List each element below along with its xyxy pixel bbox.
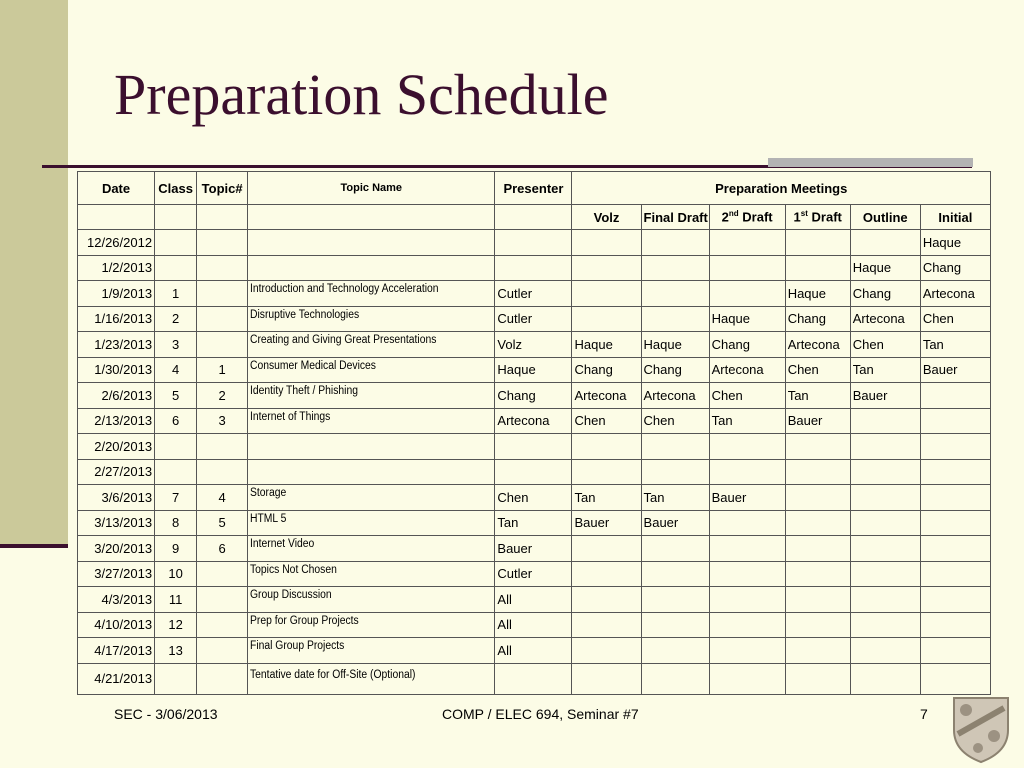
cell-presenter: Volz [495,332,572,358]
cell-first-draft [785,561,850,587]
cell-topic-name: Storage [248,485,495,511]
cell-second-draft [709,638,785,664]
cell-outline [850,434,920,460]
cell-volz [572,612,641,638]
cell-date: 3/27/2013 [78,561,155,587]
cell-outline [850,612,920,638]
cell-volz [572,230,641,256]
cell-presenter [495,230,572,256]
cell-presenter [495,459,572,485]
cell-initial [920,587,990,613]
cell-volz: Artecona [572,383,641,409]
cell-presenter [495,663,572,694]
cell-date: 2/20/2013 [78,434,155,460]
cell-volz: Chang [572,357,641,383]
cell-initial [920,612,990,638]
cell-initial [920,383,990,409]
header-preparation-meetings: Preparation Meetings [572,172,991,205]
cell-presenter: Tan [495,510,572,536]
cell-class: 8 [155,510,197,536]
cell-first-draft: Tan [785,383,850,409]
cell-presenter: Cutler [495,281,572,307]
cell-final-draft [641,459,709,485]
cell-second-draft [709,255,785,281]
cell-class: 12 [155,612,197,638]
cell-first-draft [785,612,850,638]
table-row [78,612,991,638]
cell-final-draft [641,536,709,562]
cell-presenter: Chang [495,383,572,409]
subheader-volz: Volz [572,205,641,230]
cell-volz: Chen [572,408,641,434]
cell-outline [850,510,920,536]
cell-outline: Chen [850,332,920,358]
cell-topic-name: Final Group Projects [248,638,495,664]
cell-final-draft [641,612,709,638]
table-row [78,663,991,694]
cell-second-draft [709,510,785,536]
cell-outline [850,663,920,694]
table-row [78,408,991,434]
subheader-outline: Outline [850,205,920,230]
cell-second-draft: Chen [709,383,785,409]
cell-final-draft [641,638,709,664]
cell-class [155,459,197,485]
cell-date: 1/30/2013 [78,357,155,383]
table-row [78,459,991,485]
cell-date: 4/17/2013 [78,638,155,664]
cell-volz [572,255,641,281]
cell-class [155,255,197,281]
cell-first-draft [785,459,850,485]
table-row [78,536,991,562]
cell-topic-number [197,638,248,664]
cell-topic-name: Creating and Giving Great Presentations [248,332,495,358]
cell-topic-number [197,434,248,460]
cell-date: 1/2/2013 [78,255,155,281]
cell-volz: Tan [572,485,641,511]
cell-outline: Bauer [850,383,920,409]
table-row [78,638,991,664]
cell-first-draft [785,638,850,664]
cell-initial: Artecona [920,281,990,307]
cell-first-draft [785,536,850,562]
cell-second-draft: Tan [709,408,785,434]
cell-topic-name: Group Discussion [248,587,495,613]
cell-topic-number [197,612,248,638]
cell-topic-name [248,255,495,281]
cell-first-draft: Haque [785,281,850,307]
cell-presenter: Bauer [495,536,572,562]
cell-initial: Tan [920,332,990,358]
cell-second-draft [709,561,785,587]
cell-initial [920,663,990,694]
cell-topic-number: 3 [197,408,248,434]
table-subheader-row [78,205,991,230]
cell-topic-name [248,434,495,460]
cell-first-draft: Bauer [785,408,850,434]
cell-final-draft [641,306,709,332]
table-row [78,255,991,281]
cell-volz [572,306,641,332]
cell-outline [850,408,920,434]
cell-outline [850,230,920,256]
cell-presenter: All [495,587,572,613]
cell-date: 2/13/2013 [78,408,155,434]
left-decor-band [0,0,68,546]
cell-final-draft: Bauer [641,510,709,536]
page-number: 7 [920,706,928,722]
cell-presenter: Artecona [495,408,572,434]
cell-topic-name [248,459,495,485]
cell-second-draft: Artecona [709,357,785,383]
cell-second-draft: Haque [709,306,785,332]
cell-presenter [495,434,572,460]
cell-class: 10 [155,561,197,587]
cell-class: 5 [155,383,197,409]
cell-topic-name: Internet Video [248,536,495,562]
cell-initial [920,536,990,562]
cell-topic-number [197,255,248,281]
cell-volz: Haque [572,332,641,358]
cell-topic-name: HTML 5 [248,510,495,536]
subheader-final-draft: Final Draft [641,205,709,230]
table-row [78,434,991,460]
cell-topic-number: 5 [197,510,248,536]
cell-outline [850,459,920,485]
cell-volz [572,663,641,694]
schedule-table [77,171,991,695]
cell-class [155,663,197,694]
cell-initial: Chen [920,306,990,332]
cell-final-draft: Tan [641,485,709,511]
cell-outline [850,561,920,587]
cell-topic-number: 1 [197,357,248,383]
cell-first-draft: Chang [785,306,850,332]
cell-second-draft: Chang [709,332,785,358]
table-row [78,485,991,511]
header-class: Class [155,172,197,205]
cell-final-draft [641,255,709,281]
header-presenter: Presenter [495,172,572,205]
cell-date: 2/6/2013 [78,383,155,409]
footer-course: COMP / ELEC 694, Seminar #7 [442,706,639,722]
table-row [78,587,991,613]
cell-date: 3/6/2013 [78,485,155,511]
cell-topic-name: Topics Not Chosen [248,561,495,587]
cell-final-draft [641,230,709,256]
cell-second-draft [709,230,785,256]
subheader-first-draft: 1st Draft [785,205,850,230]
cell-topic-number [197,230,248,256]
cell-topic-number: 4 [197,485,248,511]
cell-topic-name: Identity Theft / Phishing [248,383,495,409]
header-topic-number: Topic# [197,172,248,205]
table-row [78,510,991,536]
table-row [78,230,991,256]
cell-first-draft [785,434,850,460]
cell-second-draft [709,281,785,307]
cell-outline: Artecona [850,306,920,332]
cell-presenter: Cutler [495,561,572,587]
table-row [78,306,991,332]
cell-outline [850,536,920,562]
cell-date: 4/21/2013 [78,663,155,694]
cell-class: 9 [155,536,197,562]
cell-presenter: Cutler [495,306,572,332]
cell-volz [572,638,641,664]
cell-topic-number [197,561,248,587]
cell-second-draft [709,612,785,638]
cell-first-draft [785,587,850,613]
cell-final-draft: Artecona [641,383,709,409]
cell-class: 7 [155,485,197,511]
table-row [78,561,991,587]
slide-title: Preparation Schedule [114,62,609,127]
cell-topic-number [197,587,248,613]
table-row [78,332,991,358]
cell-second-draft [709,587,785,613]
cell-initial [920,459,990,485]
cell-date: 12/26/2012 [78,230,155,256]
title-accent-bar [768,158,973,167]
cell-second-draft [709,663,785,694]
cell-date: 4/3/2013 [78,587,155,613]
cell-presenter: Chen [495,485,572,511]
cell-final-draft [641,561,709,587]
cell-outline [850,485,920,511]
table-header-row [78,172,991,205]
left-decor-line [0,544,68,548]
table-row [78,357,991,383]
cell-class: 11 [155,587,197,613]
cell-volz: Bauer [572,510,641,536]
cell-topic-number: 6 [197,536,248,562]
cell-topic-name: Internet of Things [248,408,495,434]
cell-date: 1/9/2013 [78,281,155,307]
cell-first-draft [785,255,850,281]
cell-volz [572,459,641,485]
cell-class: 4 [155,357,197,383]
cell-final-draft [641,663,709,694]
cell-date: 2/27/2013 [78,459,155,485]
header-date: Date [78,172,155,205]
cell-date: 4/10/2013 [78,612,155,638]
cell-date: 3/20/2013 [78,536,155,562]
cell-topic-name: Disruptive Technologies [248,306,495,332]
cell-first-draft [785,510,850,536]
cell-volz [572,281,641,307]
cell-topic-number: 2 [197,383,248,409]
cell-topic-name: Tentative date for Off-Site (Optional) [248,663,495,694]
cell-outline: Tan [850,357,920,383]
cell-initial [920,510,990,536]
cell-final-draft: Haque [641,332,709,358]
cell-first-draft: Chen [785,357,850,383]
cell-final-draft: Chang [641,357,709,383]
footer-date: SEC - 3/06/2013 [114,706,218,722]
cell-topic-number [197,306,248,332]
cell-initial [920,485,990,511]
cell-topic-number [197,281,248,307]
subheader-second-draft: 2nd Draft [709,205,785,230]
cell-first-draft [785,663,850,694]
cell-second-draft [709,434,785,460]
cell-date: 1/23/2013 [78,332,155,358]
cell-first-draft [785,230,850,256]
cell-second-draft: Bauer [709,485,785,511]
subheader-initial: Initial [920,205,990,230]
table-row [78,281,991,307]
cell-class [155,434,197,460]
cell-initial [920,434,990,460]
cell-final-draft [641,587,709,613]
cell-class: 3 [155,332,197,358]
cell-topic-number [197,459,248,485]
cell-first-draft [785,485,850,511]
cell-second-draft [709,536,785,562]
cell-volz [572,434,641,460]
cell-outline: Chang [850,281,920,307]
cell-class [155,230,197,256]
cell-volz [572,587,641,613]
cell-topic-name: Prep for Group Projects [248,612,495,638]
cell-initial: Bauer [920,357,990,383]
table-row [78,383,991,409]
cell-class: 2 [155,306,197,332]
cell-final-draft [641,434,709,460]
cell-topic-name: Introduction and Technology Acceleration [248,281,495,307]
cell-presenter: All [495,612,572,638]
cell-outline [850,587,920,613]
cell-date: 3/13/2013 [78,510,155,536]
cell-final-draft [641,281,709,307]
cell-class: 13 [155,638,197,664]
cell-final-draft: Chen [641,408,709,434]
cell-first-draft: Artecona [785,332,850,358]
cell-presenter: All [495,638,572,664]
cell-initial: Chang [920,255,990,281]
cell-volz [572,536,641,562]
cell-presenter [495,255,572,281]
header-topic-name: Topic Name [248,172,495,205]
rice-university-shield-icon [950,694,1012,764]
cell-second-draft [709,459,785,485]
cell-topic-number [197,663,248,694]
cell-initial: Haque [920,230,990,256]
cell-topic-number [197,332,248,358]
cell-initial [920,561,990,587]
cell-presenter: Haque [495,357,572,383]
cell-initial [920,408,990,434]
cell-volz [572,561,641,587]
cell-topic-name: Consumer Medical Devices [248,357,495,383]
cell-topic-name [248,230,495,256]
cell-class: 6 [155,408,197,434]
cell-outline: Haque [850,255,920,281]
cell-class: 1 [155,281,197,307]
cell-initial [920,638,990,664]
cell-date: 1/16/2013 [78,306,155,332]
cell-outline [850,638,920,664]
